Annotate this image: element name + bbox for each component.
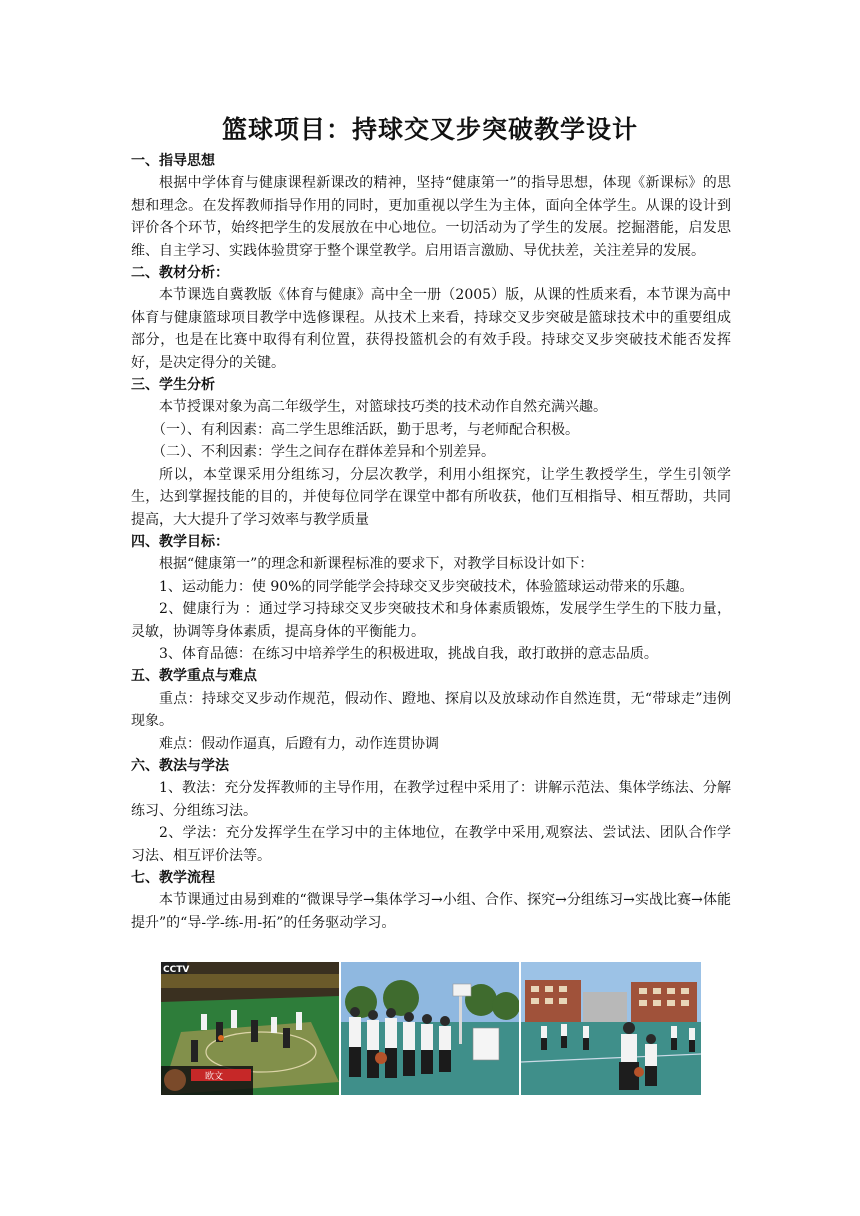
paragraph: 本节课选自冀教版《体育与健康》高中全一册（2005）版，从课的性质来看，本节课为高中体育与健康篮球项目教学中选修课程。从技术上来看，持球交叉步突破是篮球技术中的重要组成部分，也是在比赛中取得有利位置，获得投篮机会的有效手段。持球交叉步突破技术能否发挥好，是决定得分的关键。 [131,287,731,371]
paragraph: 3、体育品德：在练习中培养学生的积极进取，挑战自我，敢打敢拼的意志品质。 [159,645,658,662]
section-heading-key-points: 五、教学重点与难点 [131,668,257,685]
paragraph: 根据中学体育与健康课程新课改的精神，坚持“健康第一”的指导思想，体现《新课标》的思想和理念。在发挥教师指导作用的同时，更加重视以学生为主体，面向全体学生。从课的设计到评价各个环节，始终把学生的发展放在中心地位。一切活动为了学生的发展。挖掘潜能，启发思维、自主学习、实践体验贯穿于整个课堂教学。启用语言激励、导优扶差，关注差异的发展。 [131,175,731,259]
paragraph: 根据“健康第一”的理念和新课程标准的要求下，对教学目标设计如下： [159,556,594,573]
section-heading-material-analysis: 二、教材分析： [131,265,229,282]
paragraph: 2、学法：充分发挥学生在学习中的主体地位，在教学中采用,观察法、尝试法、团队合作学习法、相互评价法等。 [131,825,731,864]
tv-logo: CCTV [163,965,190,975]
section-heading-teaching-process: 七、教学流程 [131,870,215,886]
paragraph: 重点：持球交叉步动作规范，假动作、蹬地、探肩以及放球动作自然连贯，无“带球走”违例现象。 [131,690,731,730]
paragraph: 所以，本堂课采用分组练习，分层次教学，利用小组探究，让学生教授学生，学生引领学生，达到掌握技能的目的，并使每位同学在课堂中都有所收获，他们互相指导、相互帮助，共同提高，大大提升了学习效率与教学质量 [131,466,731,528]
paragraph: （二）、不利因素：学生之间存在群体差异和个别差异。 [152,444,495,461]
photo-broadcast-game [161,962,339,1095]
photo-students-lesson [341,962,519,1095]
section-heading-methods: 六、教法与学法 [131,757,229,774]
paragraph: 本节课通过由易到难的“微课导学→集体学习→小组、合作、探究→分组练习→实战比赛→体能提升”的“导-学-练-用-拓”的任务驱动学习。 [131,892,731,931]
section-heading-teaching-objectives: 四、教学目标： [131,533,229,550]
section-heading-student-analysis: 三、学生分析 [131,377,215,394]
photo-court-practice [521,962,701,1095]
photo-strip [161,962,701,1095]
paragraph: 1、教法：充分发挥教师的主导作用，在教学过程中采用了：讲解示范法、集体学练法、分解练习、分组练习法。 [131,780,731,819]
section-heading-guiding-ideology: 一、指导思想 [131,153,215,169]
paragraph: 2、健康行为 ：通过学习持球交叉步突破技术和身体素质锻炼，发展学生学生的下肢力量，灵敏，协调等身体素质，提高身体的平衡能力。 [131,601,731,640]
document-body [131,150,731,934]
paragraph: 难点：假动作逼真，后蹬有力，动作连贯协调 [159,735,439,752]
player-caption: 欧文 [205,1072,224,1082]
paragraph: 本节授课对象为高二年级学生，对篮球技巧类的技术动作自然充满兴趣。 [159,399,607,416]
document-title: 篮球项目：持球交叉步突破教学设计 [221,115,638,144]
paragraph: （一）、有利因素：高二学生思维活跃，勤于思考，与老师配合积极。 [152,421,579,438]
paragraph: 1、运动能力：使 90%的同学能学会持球交叉步突破技术，体验篮球运动带来的乐趣。 [159,578,694,595]
